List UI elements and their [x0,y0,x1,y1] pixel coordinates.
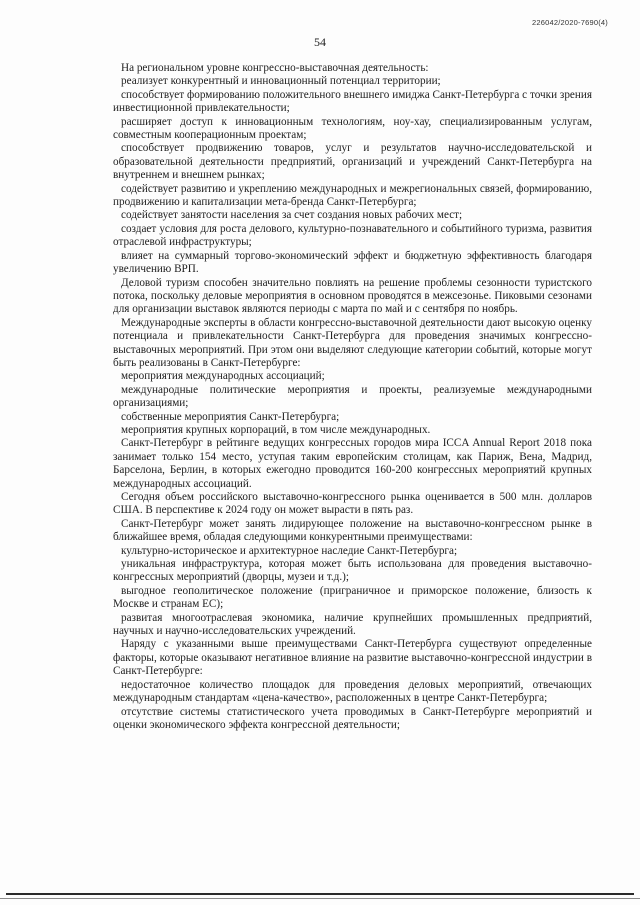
paragraph: Наряду с указанными выше преимуществами Санкт-Петербурга существуют определенные факторы, которые оказывают негативное влияние на развитие выставочно-конгрессной индустрии в Санкт-Петербурге: [113,638,592,678]
paragraph: Деловой туризм способен значительно повлиять на решение проблемы сезонности туристского потока, поскольку деловые мероприятия в основном проводятся в межсезонье. Пиковыми сезонами для организации выставок являются периоды с марта по май и с сентября по ноябрь. [113,276,592,316]
list-item: отсутствие системы статистического учета проводимых в Санкт-Петербурге мероприятий и оценки экономического эффекта конгрессной деятельности; [113,705,592,731]
list-item: собственные мероприятия Санкт-Петербурга; [121,410,340,423]
list-item: расширяет доступ к инновационным технологиям, ноу-хау, специализированным услугам, совместным кооперационным проектам; [113,115,592,142]
page-number: 54 [314,35,326,49]
list-item: способствует продвижению товаров, услуг и результатов научно-исследовательской и образовательной деятельности предприятий, организаций и учреждений Санкт-Петербурга на внутреннем и внешнем рынках; [113,142,592,182]
scan-edge-line-secondary [0,898,640,899]
list-item: создает условия для роста делового, культурно-познавательного и событийного туризма, развития отраслевой инфраструктуры; [113,222,592,249]
list-item: мероприятия международных ассоциаций; [121,370,325,383]
list-item: международные политические мероприятия и проекты, реализуемые международными организациями; [113,383,592,410]
paragraph: Сегодня объем российского выставочно-конгрессного рынка оценивается в 500 млн. долларов США. В перспективе к 2024 году он может вырасти в пять раз. [113,491,592,517]
list-item: развитая многоотраслевая экономика, наличие крупнейших промышленных предприятий, научных и научно-исследовательских учреждений. [113,611,592,638]
list-item: способствует формированию положительного внешнего имиджа Санкт-Петербурга с точки зрения инвестиционной привлекательности; [113,88,592,115]
list-item: содействует занятости населения за счет создания новых рабочих мест; [121,209,463,222]
scan-edge-line [6,893,634,895]
document-body [113,62,592,732]
list-item: культурно-историческое и архитектурное наследие Санкт-Петербурга; [121,544,458,557]
list-item: уникальная инфраструктура, которая может быть использована для проведения выставочно-конгрессных мероприятий (дворцы, музеи и т.д.); [113,558,592,584]
list-item: содействует развитию и укреплению международных и межрегиональных связей, формированию, продвижению и капитализации мета-бренда Санкт-Петербурга; [113,182,592,209]
paragraph: Санкт-Петербург в рейтинге ведущих конгрессных городов мира ICCA Annual Report 2018 пока занимает только 154 место, уступая таким европейским столицам, как Париж, Вена, Мадрид, Барселона, Берлин, в которых ежегодно проводится 160-200 конгрессных мероприятий крупных международных ассоциаций. [113,437,592,490]
paragraph: На региональном уровне конгрессно-выставочная деятельность: [121,62,429,74]
list-item: выгодное геополитическое положение (приграничное и приморское положение, близость к Москве и странам ЕС); [113,584,592,611]
list-item: влияет на суммарный торгово-экономический эффект и бюджетную эффективность благодаря увеличению ВРП. [113,249,592,276]
list-item: мероприятия крупных корпораций, в том числе международных. [121,423,431,436]
paragraph: Санкт-Петербург может занять лидирующее положение на выставочно-конгрессном рынке в ближайшее время, обладая следующими конкурентными преимуществами: [113,517,592,544]
paragraph: Международные эксперты в области конгрессно-выставочной деятельности дают высокую оценку потенциала и привлекательности Санкт-Петербурга для проведения значимых конгрессно-выставочных мероприятий. При этом они выделяют следующие категории событий, которые могут быть реализованы в Санкт-Петербурге: [113,316,592,369]
list-item: реализует конкурентный и инновационный потенциал территории; [121,75,441,88]
document-registration-number: 226042/2020-7690(4) [532,18,608,27]
list-item: недостаточное количество площадок для проведения деловых мероприятий, отвечающих международным стандартам «цена-качество», расположенных в центре Санкт-Петербурга; [113,678,592,705]
